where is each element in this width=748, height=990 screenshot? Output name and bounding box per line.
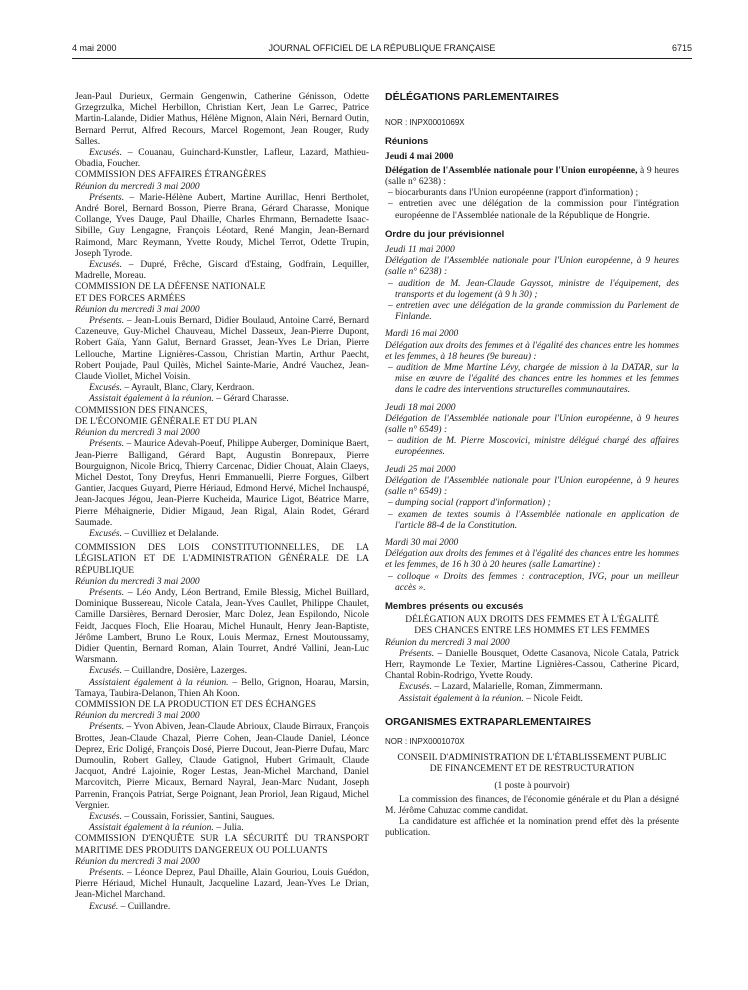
intro-excused: Excusés. – Couanau, Guinchard-Kunstler, Lafleur, Lazard, Mathieu-Obadia, Foucher. [75, 148, 369, 170]
agenda-item: – audition de M. Pierre Moscovici, ministre délégué chargé des affaires européennes. [388, 436, 679, 458]
section-title: COMMISSION DES LOIS CONSTITUTIONNELLES, DE LA LÉGISLATION ET DE L'ADMINISTRATION GÉNÉRALE DE LA RÉPUBLIQUE [75, 543, 369, 576]
agenda-intro: Délégation de l'Assemblée nationale pour l'Union européenne, à 9 heures (salle n° 6238) : [385, 256, 679, 278]
agenda-item: – biocarburants dans l'Union européenne (rapport d'information) ; [388, 188, 639, 199]
organismes-heading: ORGANISMES EXTRAPARLEMENTAIRES [385, 715, 592, 728]
header-date: 4 mai 2000 [72, 43, 117, 53]
meeting-date: Réunion du mercredi 3 mai 2000 [75, 181, 200, 192]
meeting-date: Réunion du mercredi 3 mai 2000 [385, 637, 510, 648]
seat-count: (1 poste à pourvoir) [494, 780, 570, 791]
page-number: 6715 [671, 43, 692, 53]
section-title: COMMISSION D'ENQUÊTE SUR LA SÉCURITÉ DU TRANSPORT MARITIME DES PRODUITS DANGEREUX OU POLLUANTS [75, 834, 369, 856]
present-list: Présents. – Marie-Hélène Aubert, Martine Aurillac, Henri Bertholet, André Borel, Bernard Bosson, Pierre Brana, Gérard Charasse, Monique Collange, Yves Dauge, Paul Dhaille, Charles Ehrmann, Bernadette Isaac-Sibille, Guy Lengagne, François Léotard, René Mangin, Jean-Bernard Raimond, Marc Reymann, Yvette Roudy, Michel Terrot, Odette Trupin, Joseph Tyrode. [75, 192, 369, 259]
agenda-intro: Délégation aux droits des femmes et à l'égalité des chances entre les hommes et les femmes, de 16 h 30 à 20 heures (salle Lamartine) : [385, 549, 679, 571]
section-title: COMMISSION DES AFFAIRES ÉTRANGÈRES [75, 170, 267, 181]
present-list: Présents. – Yvon Abiven, Jean-Claude Abrioux, Claude Birraux, François Brottes, Jean-Claude Chazal, Pierre Cohen, Jean-Claude Daniel, Léonce Deprez, Eric Doligé, François Dosé, Pierre Ducout, Jean-Pierre Dufau, Marc Dumoulin, Robert Galley, Claude Gatignol, Hubert Grimault, Claude Jacquot, André Lajoinie, Roger Lestas, Jean-Michel Marchand, Daniel Marcovitch, Pierre Micaux, Bernard Nayral, Jean-Marc Nudant, Joseph Parrenin, François Patriat, Serge Poignant, Jean Proriol, Jean Rigaud, Michel Vergnier. [75, 722, 369, 811]
meeting-announcement: Délégation de l'Assemblée nationale pour l'Union européenne, à 9 heures (salle n° 6238) : [385, 165, 679, 188]
right-column [385, 92, 679, 840]
nor-reference: NOR : INPX0001070X [385, 736, 465, 746]
present-list: Présents. – Maurice Adevah-Poeuf, Philippe Auberger, Dominique Baert, Jean-Pierre Balligand, Gérard Bapt, Augustin Bonrepaux, Pierre Bourguignon, Nicole Bricq, Thierry Carcenac, Didier Chouat, Alain Claeys, Michel Destot, Tony Dreyfus, Henri Emmanuelli, Pierre Forgues, Gilbert Gantier, Jacques Guyard, Pierre Hériaud, Edmond Hervé, Michel Inchauspé, Jean-Jacques Jégou, Jean-Pierre Kucheida, Maurice Ligot, Béatrice Marre, Pierre Méhaignerie, Didier Migaud, Jean Rigal, Alain Rodet, Gérard Saumade. [75, 439, 369, 528]
excused-list: Excusés. – Cuvilliez et Delalande. [89, 528, 219, 539]
meeting-date: Réunion du mercredi 3 mai 2000 [75, 428, 200, 439]
reunions-heading: Réunions [385, 136, 429, 148]
excused-list: Excusés. – Dupré, Frêche, Giscard d'Estaing, Godfrain, Lequiller, Madrelle, Moreau. [75, 260, 369, 282]
agenda-item: – colloque « Droits des femmes : contraception, IVG, pour un meilleur accès ». [388, 571, 679, 593]
meeting-day: Jeudi 4 mai 2000 [385, 151, 454, 162]
agenda-item: – dumping social (rapport d'information) ; [388, 498, 551, 509]
excused-list: Excusés. – Coussain, Forissier, Santini, Saugues. [89, 812, 275, 822]
agenda-intro: Délégation de l'Assemblée nationale pour l'Union européenne, à 9 heures (salle n° 6549) : [385, 413, 679, 436]
agenda-intro: Délégation de l'Assemblée nationale pour l'Union européenne, à 9 heures (salle n° 6549) : [385, 475, 679, 498]
nor-reference: NOR : INPX0001069X [385, 118, 465, 128]
present-list: Présents. – Léo Andy, Léon Bertrand, Emile Blessig, Michel Buillard, Dominique Bussereau, Nicole Catala, Jean-Yves Caullet, Philippe Chaulet, Camille Darsières, Bernard Derosier, Marc Dolez, Jean Espilondo, Nicole Feidt, Jacques Floch, Elie Hoarau, Michel Hunault, Henry Jean-Baptiste, Jérôme Lambert, Bruno Le Roux, Louis Mermaz, Ernest Moutoussamy, Didier Quentin, Bernard Roman, Alain Tourret, André Vallini, Jean-Luc Warsmann. [75, 587, 369, 666]
agenda-intro: Délégation aux droits des femmes et à l'égalité des chances entre les hommes et les femmes, à 18 heures (9e bureau) : [385, 340, 679, 362]
agenda-item: – audition de Mme Martine Lévy, chargée de mission à la DATAR, sur la mise en œuvre de l'égalité des chances entre les hommes et les femmes dans le cadre des interventions structurelles communautaires. [388, 363, 679, 396]
agenda-item: – examen de textes soumis à l'Assemblée nationale en application de l'article 88-4 de la Constitution. [388, 509, 679, 531]
intro-list: Jean-Paul Durieux, Germain Gengenwin, Catherine Génisson, Odette Grzegrzulka, Michel Herbillon, Christian Kert, Jean Le Garrec, Patrice Martin-Lalande, Didier Mathus, Hélène Mignon, Alain Néri, Bernard Outin, Bernard Perrut, Alfred Recours, Marcel Rogemont, Jean Rouger, Rudy Salles. [75, 92, 369, 147]
present-list: Présents. – Léonce Deprez, Paul Dhaille, Alain Gouriou, Louis Guédon, Pierre Hériaud, Michel Hunault, Jacqueline Lazard, Jean-Yves Le Drian, Jean-Michel Marchand. [75, 868, 369, 901]
excused-list: Excusé. – Cuillandre. [89, 901, 171, 912]
excused-list: Excusés. – Cuillandre, Dosière, Lazerges. [89, 666, 248, 677]
present-list: Présents. – Jean-Louis Bernard, Didier Boulaud, Antoine Carré, Bernard Cazeneuve, Guy-Michel Chauveau, Michel Dasseux, Jean-Pierre Dupont, Robert Gaïa, Yann Galut, Bernard Grasset, Jean-Yves Le Drian, Pierre Lellouche, Martine Lignières-Cassou, Christian Martin, Arthur Paecht, Robert Poujade, Paul Quilès, Michel Sainte-Marie, André Vauchez, Jean-Claude Viollet, Michel Voisin. [75, 316, 369, 383]
meeting-date: Réunion du mercredi 3 mai 2000 [75, 304, 200, 315]
nomination-paragraph: La candidature est affichée et la nomination prend effet dès la présente publication. [385, 817, 679, 839]
attending-list: Assistait également à la réunion. – Gérard Charasse. [89, 394, 289, 405]
meeting-date: Réunion du mercredi 3 mai 2000 [75, 856, 200, 867]
section-title: DÉLÉGATION AUX DROITS DES FEMMES ET À L'ÉGALITÉ DES CHANCES ENTRE LES HOMMES ET LES FEMMES [405, 615, 659, 637]
left-column [75, 92, 369, 913]
section-title: CONSEIL D'ADMINISTRATION DE L'ÉTABLISSEMENT PUBLIC DE FINANCEMENT ET DE RESTRUCTURATION [397, 753, 667, 775]
present-list: Présents. – Danielle Bousquet, Odette Casanova, Nicole Catala, Patrick Herr, Raymonde Le Texier, Martine Lignières-Cassou, Catherine Picard, Chantal Robin-Rodrigo, Yvette Roudy. [385, 648, 679, 682]
header-title: JOURNAL OFFICIEL DE LA RÉPUBLIQUE FRANÇAISE [268, 43, 496, 53]
attending-list: Assistait également à la réunion. – Julia. [89, 823, 244, 834]
agenda-date: Jeudi 11 mai 2000 [385, 245, 455, 256]
agenda-item: – entretien avec une délégation de la grande commission du Parlement de Finlande. [388, 301, 679, 323]
section-title: COMMISSION DES FINANCES, DE L'ÉCONOMIE GÉNÉRALE ET DU PLAN [75, 405, 258, 427]
delegations-heading: DÉLÉGATIONS PARLEMENTAIRES [385, 91, 559, 103]
agenda-date: Mardi 30 mai 2000 [385, 537, 459, 548]
meeting-date: Réunion du mercredi 3 mai 2000 [75, 711, 200, 722]
attending-list: Assistaient également à la réunion. – Bello, Grignon, Hoarau, Marsin, Tamaya, Taubira-Delanon, Thien Ah Koon. [75, 677, 369, 699]
excused-list: Excusés. – Ayrault, Blanc, Clary, Kerdraon. [89, 383, 255, 394]
agenda-heading: Ordre du jour prévisionnel [385, 228, 505, 240]
header-rule [72, 58, 692, 59]
agenda-date: Jeudi 18 mai 2000 [385, 402, 456, 413]
agenda-item: – entretien avec une délégation de la commission pour l'intégration européenne de l'Assemblée nationale de la République de Hongrie. [388, 199, 679, 221]
section-title: COMMISSION DE LA DÉFENSE NATIONALE ET DES FORCES ARMÉES [75, 282, 266, 304]
agenda-date: Jeudi 25 mai 2000 [385, 464, 456, 475]
agenda-date: Mardi 16 mai 2000 [385, 329, 459, 340]
page-header [72, 43, 692, 57]
meeting-date: Réunion du mercredi 3 mai 2000 [75, 576, 200, 587]
excused-list: Excusés. – Lazard, Malarielle, Roman, Zimmermann. [399, 682, 603, 693]
agenda-item: – audition de M. Jean-Claude Gayssot, ministre de l'équipement, des transports et du logement (à 9 h 30) ; [388, 278, 679, 300]
nomination-paragraph: La commission des finances, de l'économie générale et du Plan a désigné M. Jérôme Cahuzac comme candidat. [385, 794, 679, 816]
section-title: COMMISSION DE LA PRODUCTION ET DES ÉCHANGES [75, 699, 317, 710]
members-heading: Membres présents ou excusés [385, 600, 524, 612]
attending-list: Assistait également à la réunion. – Nicole Feidt. [399, 693, 583, 704]
